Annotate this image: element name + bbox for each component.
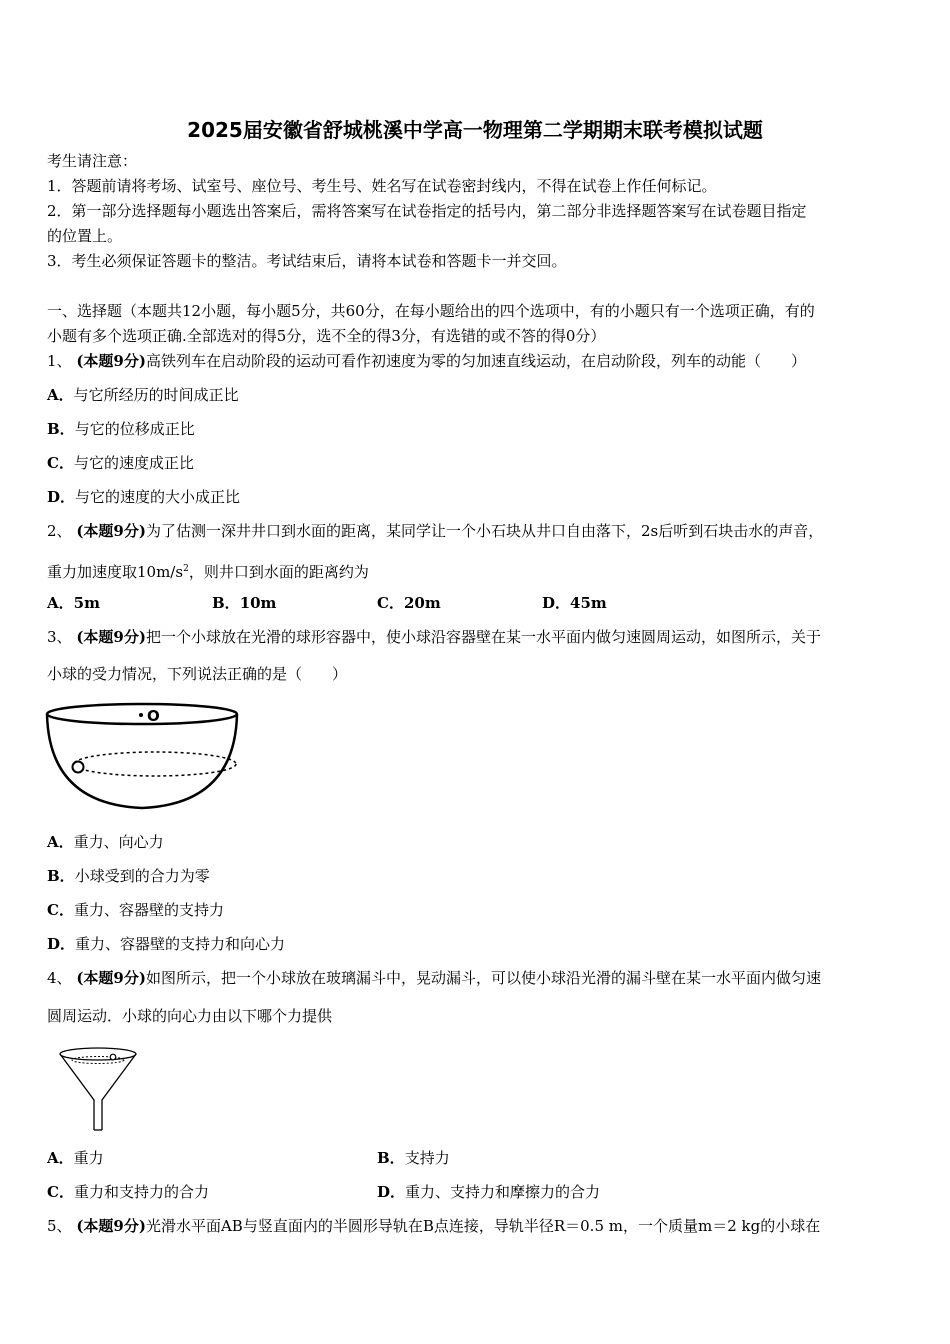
option-text: 小球受到的合力为零 (74, 867, 210, 885)
superscript: 2 (183, 564, 189, 574)
question-tag: (本题9分) (76, 628, 146, 646)
option-label: B． (47, 867, 75, 885)
question-3-stem (47, 627, 907, 647)
option-b[interactable] (212, 593, 276, 613)
option-text: 10m (239, 594, 277, 612)
page-title: 2025届安徽省舒城桃溪中学高一物理第二学期期末联考模拟试题 (187, 118, 763, 142)
option-label: A． (47, 833, 74, 851)
section-heading: 一、选择题（本题共12小题，每小题5分，共60分，在每小题给出的四个选项中，有的小题只有一个选项正确，有的 (47, 302, 815, 320)
question-tag: (本题9分) (76, 1217, 146, 1235)
option-c[interactable] (47, 1182, 209, 1202)
option-label: D． (47, 935, 76, 953)
question-number: 3、 (47, 628, 72, 646)
option-text: 重力和支持力的合力 (73, 1183, 209, 1201)
option-label: D． (47, 488, 76, 506)
question-tag: (本题9分) (76, 969, 146, 987)
notice-item: 2．第一部分选择题每小题选出答案后，需将答案写在试卷指定的括号内，第二部分非选择题答案写在试卷题目指定 (47, 202, 807, 220)
option-text: 20m (403, 594, 441, 612)
option-label: C． (47, 454, 74, 472)
question-4-stem-cont: 圆周运动．小球的向心力由以下哪个力提供 (47, 1007, 333, 1025)
option-d[interactable] (377, 1182, 600, 1202)
question-5-stem (47, 1216, 907, 1236)
option-a[interactable] (47, 593, 100, 613)
option-text: 与它的速度成正比 (73, 454, 194, 472)
question-text: 把一个小球放在光滑的球形容器中，使小球沿容器壁在某一水平面内做匀速圆周运动，如图所示，关于 (145, 628, 821, 646)
option-text: 与它所经历的时间成正比 (73, 386, 239, 404)
option-label: A． (47, 1149, 74, 1167)
option-text: 与它的速度的大小成正比 (75, 488, 241, 506)
option-d[interactable] (47, 934, 285, 954)
question-text: 如图所示，把一个小球放在玻璃漏斗中，晃动漏斗，可以使小球沿光滑的漏斗壁在某一水平面内做匀速 (145, 969, 821, 987)
question-tag: (本题9分) (76, 352, 146, 370)
question-3-stem-cont: 小球的受力情况，下列说法正确的是（ ） (47, 665, 348, 683)
option-label: A． (47, 386, 74, 404)
notice-item: 1．答题前请将考场、试室号、座位号、考生号、姓名写在试卷密封线内，不得在试卷上作任何标记。 (47, 177, 717, 195)
funnel-figure (54, 1038, 144, 1138)
option-text: 重力 (73, 1149, 104, 1167)
question-text: ，则井口到水面的距离约为 (188, 563, 369, 581)
option-label: C． (47, 1183, 74, 1201)
orbit-path (74, 752, 236, 776)
option-b[interactable] (47, 419, 195, 439)
funnel-rim (60, 1048, 136, 1060)
option-label: C． (47, 901, 74, 919)
option-label: B． (47, 420, 75, 438)
hemisphere-bowl-figure (44, 700, 244, 816)
ball-icon (73, 762, 84, 773)
question-2-stem (47, 521, 907, 541)
section-heading-cont: 小题有多个选项正确.全部选对的得5分，选不全的得3分，有选错的或不答的得0分） (47, 327, 606, 345)
question-number: 5、 (47, 1217, 72, 1235)
question-number: 2、 (47, 522, 72, 540)
question-text: 高铁列车在启动阶段的运动可看作初速度为零的匀加速直线运动，在启动阶段，列车的动能（ ） (145, 352, 806, 370)
option-b[interactable] (377, 1148, 450, 1168)
center-dot (139, 713, 143, 717)
ball-icon (110, 1054, 116, 1060)
option-text: 5m (73, 594, 100, 612)
option-d[interactable] (47, 487, 240, 507)
option-label: A． (47, 594, 74, 612)
question-4-stem (47, 968, 907, 988)
option-label: C． (377, 594, 404, 612)
option-text: 重力、向心力 (73, 833, 164, 851)
question-text: 重力加速度取10m/s (47, 563, 184, 581)
option-c[interactable] (47, 453, 194, 473)
option-d[interactable] (542, 593, 607, 613)
question-number: 1、 (47, 352, 72, 370)
option-text: 支持力 (404, 1149, 450, 1167)
option-label: D． (542, 594, 571, 612)
option-label: B． (377, 1149, 405, 1167)
option-text: 45m (570, 594, 607, 612)
center-label: O (147, 707, 160, 725)
option-text: 重力、支持力和摩擦力的合力 (405, 1183, 601, 1201)
option-b[interactable] (47, 866, 210, 886)
question-2-stem-cont (47, 559, 907, 582)
option-label: B． (212, 594, 240, 612)
question-tag: (本题9分) (76, 522, 146, 540)
option-text: 重力、容器壁的支持力 (73, 901, 224, 919)
option-label: D． (377, 1183, 406, 1201)
option-text: 与它的位移成正比 (74, 420, 195, 438)
funnel-body (60, 1054, 136, 1130)
question-number: 4、 (47, 969, 72, 987)
option-c[interactable] (47, 900, 224, 920)
notice-item: 的位置上。 (47, 227, 123, 245)
option-a[interactable] (47, 385, 239, 405)
notice-heading: 考生请注意： (47, 152, 138, 170)
option-a[interactable] (47, 1148, 104, 1168)
notice-item: 3．考生必须保证答题卡的整洁。考试结束后，请将本试卷和答题卡一并交回。 (47, 252, 567, 270)
option-a[interactable] (47, 832, 164, 852)
question-1-stem (47, 351, 907, 371)
option-c[interactable] (377, 593, 441, 613)
option-text: 重力、容器壁的支持力和向心力 (75, 935, 286, 953)
question-text: 光滑水平面AB与竖直面内的半圆形导轨在B点连接，导轨半径R＝0.5 m，一个质量m＝2 kg的小球在 (145, 1217, 821, 1235)
question-text: 为了估测一深井井口到水面的距离，某同学让一个小石块从井口自由落下，2s后听到石块击水的声音， (145, 522, 824, 540)
